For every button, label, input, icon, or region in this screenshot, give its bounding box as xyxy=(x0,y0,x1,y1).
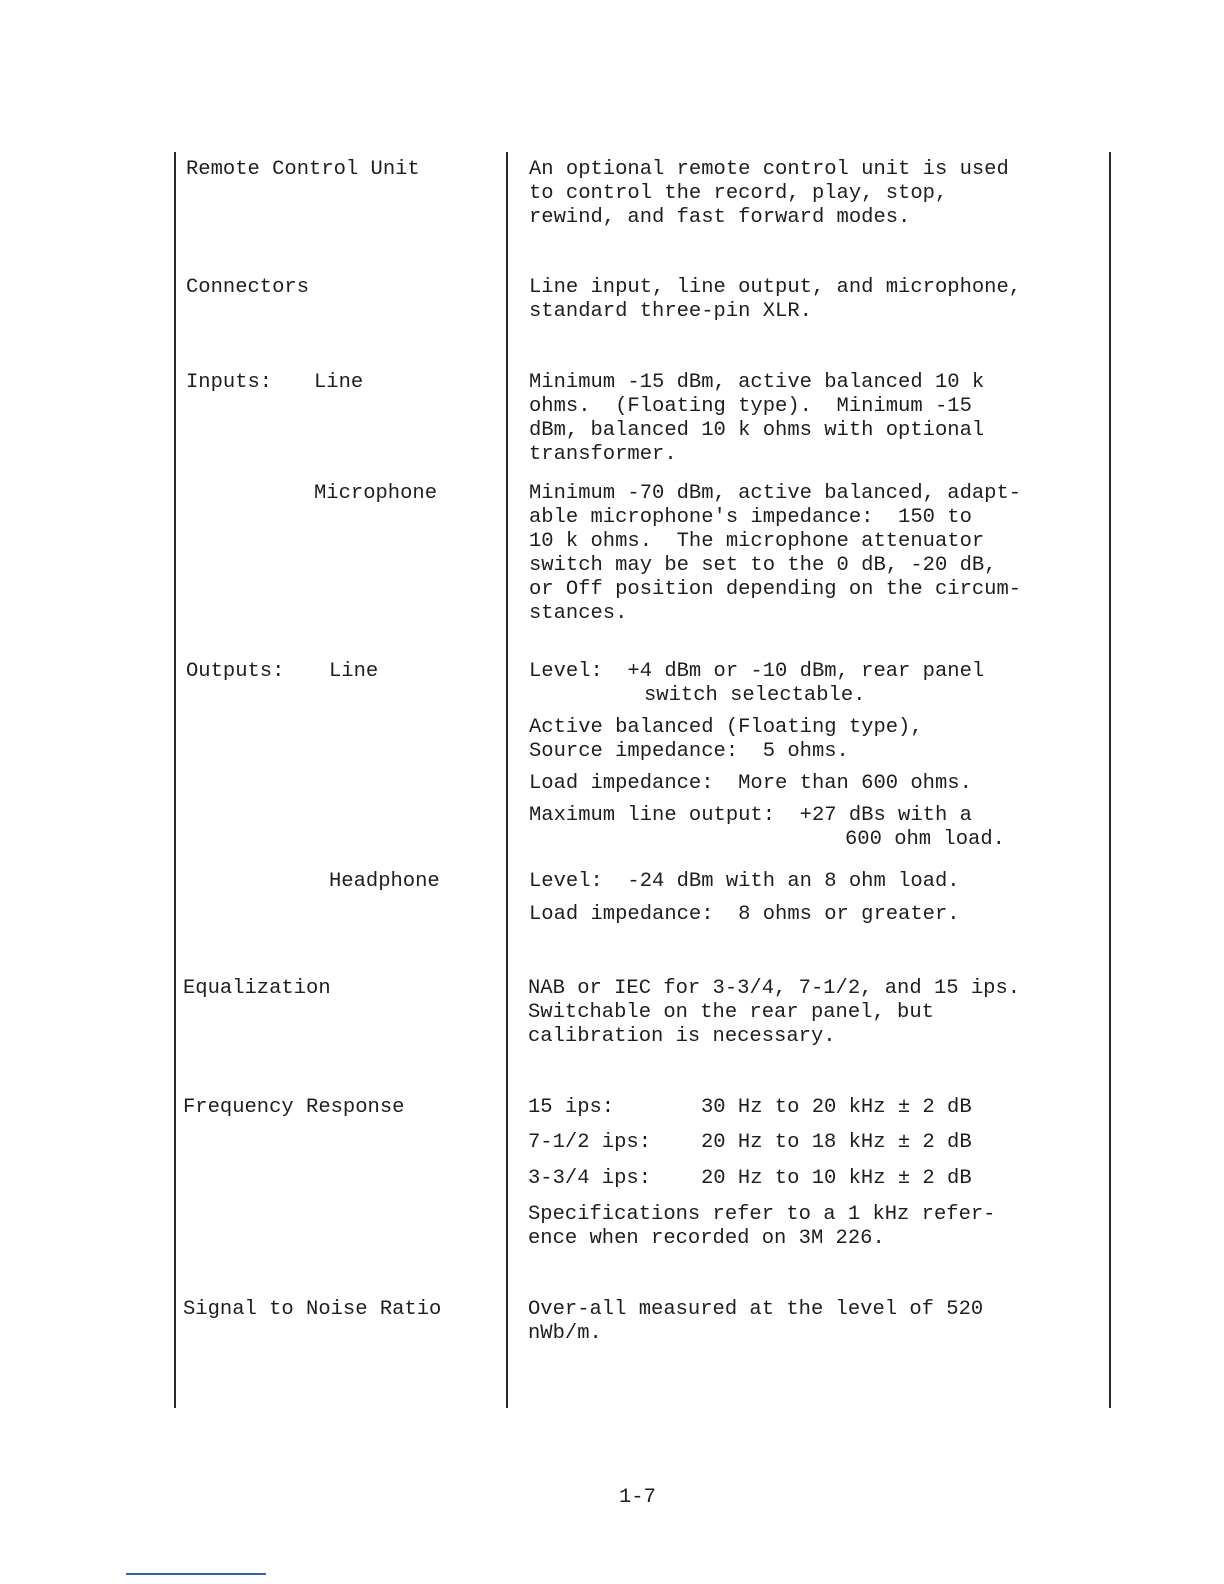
inputs-line-label: Line xyxy=(314,371,364,394)
inputs-mic-desc-line: Minimum -70 dBm, active balanced, adapt- xyxy=(529,482,1022,505)
freq-range: 30 Hz to 20 kHz ± 2 dB xyxy=(701,1096,972,1119)
freq-label: Frequency Response xyxy=(183,1096,405,1119)
snr-label: Signal to Noise Ratio xyxy=(183,1298,442,1321)
remote-desc-line: An optional remote control unit is used xyxy=(529,158,1009,181)
inputs-line-desc-line: transformer. xyxy=(529,443,677,466)
remote-desc-line: to control the record, play, stop, xyxy=(529,182,948,205)
outputs-line-max: Maximum line output: +27 dBs with a xyxy=(529,804,972,827)
outputs-line-level: Level: +4 dBm or -10 dBm, rear panel xyxy=(529,660,985,683)
inputs-line-desc-line: dBm, balanced 10 k ohms with optional xyxy=(529,419,985,442)
page-number: 1-7 xyxy=(619,1486,656,1509)
inputs-line-desc-line: Minimum -15 dBm, active balanced 10 k xyxy=(529,371,985,394)
remote-desc-line: rewind, and fast forward modes. xyxy=(529,206,911,229)
freq-note-line: ence when recorded on 3M 226. xyxy=(528,1227,885,1250)
outputs-headphone-load: Load impedance: 8 ohms or greater. xyxy=(529,903,960,926)
inputs-label: Inputs: xyxy=(186,371,273,394)
connectors-desc-line: Line input, line output, and microphone, xyxy=(529,276,1022,299)
middle-rule xyxy=(506,152,508,1408)
right-rule xyxy=(1109,152,1111,1408)
inputs-mic-desc-line: switch may be set to the 0 dB, -20 dB, xyxy=(529,554,997,577)
connectors-label: Connectors xyxy=(186,276,310,299)
outputs-line-load: Load impedance: More than 600 ohms. xyxy=(529,772,972,795)
freq-note-line: Specifications refer to a 1 kHz refer- xyxy=(528,1203,996,1226)
freq-range: 20 Hz to 18 kHz ± 2 dB xyxy=(701,1131,972,1154)
freq-speed: 7-1/2 ips: xyxy=(528,1131,652,1154)
freq-speed: 15 ips: xyxy=(528,1096,615,1119)
outputs-line-level-cont: switch selectable. xyxy=(644,684,866,707)
inputs-mic-desc-line: 10 k ohms. The microphone attenuator xyxy=(529,530,985,553)
freq-range: 20 Hz to 10 kHz ± 2 dB xyxy=(701,1167,972,1190)
inputs-mic-label: Microphone xyxy=(314,482,438,505)
snr-desc-line: Over-all measured at the level of 520 xyxy=(528,1298,984,1321)
eq-label: Equalization xyxy=(183,977,331,1000)
inputs-line-desc-line: ohms. (Floating type). Minimum -15 xyxy=(529,395,972,418)
outputs-headphone-label: Headphone xyxy=(329,870,440,893)
inputs-mic-desc-line: or Off position depending on the circum- xyxy=(529,578,1022,601)
remote-label: Remote Control Unit xyxy=(186,158,420,181)
freq-speed: 3-3/4 ips: xyxy=(528,1167,652,1190)
connectors-desc-line: standard three-pin XLR. xyxy=(529,300,812,323)
inputs-mic-desc-line: stances. xyxy=(529,602,628,625)
eq-desc-line: calibration is necessary. xyxy=(528,1025,836,1048)
snr-desc-line: nWb/m. xyxy=(528,1322,602,1345)
footnote-rule xyxy=(126,1573,266,1575)
outputs-line-active: Source impedance: 5 ohms. xyxy=(529,740,849,763)
outputs-line-label: Line xyxy=(329,660,379,683)
left-rule xyxy=(174,152,176,1408)
outputs-headphone-level: Level: -24 dBm with an 8 ohm load. xyxy=(529,870,960,893)
inputs-mic-desc-line: able microphone's impedance: 150 to xyxy=(529,506,972,529)
outputs-label: Outputs: xyxy=(186,660,285,683)
outputs-line-max-cont: 600 ohm load. xyxy=(845,828,1005,851)
outputs-line-active: Active balanced (Floating type), xyxy=(529,716,923,739)
eq-desc-line: Switchable on the rear panel, but xyxy=(528,1001,934,1024)
eq-desc-line: NAB or IEC for 3-3/4, 7-1/2, and 15 ips. xyxy=(528,977,1021,1000)
